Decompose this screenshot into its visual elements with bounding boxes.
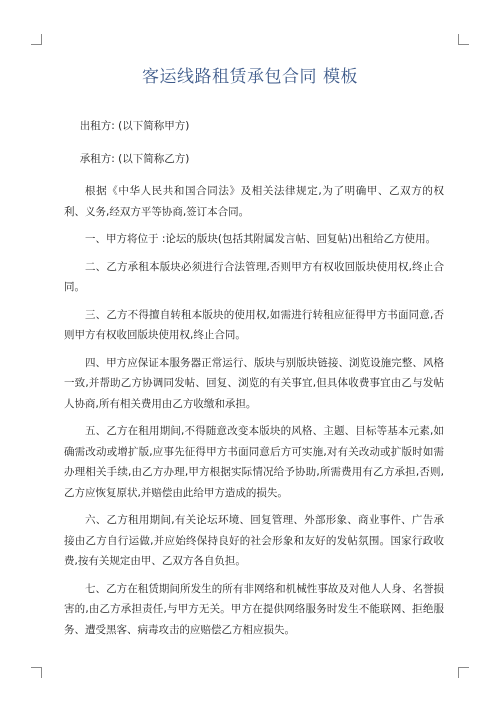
paragraph-clause-4: 四、甲方应保证本服务器正常运行、版块与别版块链接、浏览设施完整、风格一致,并帮助乙方协调同发帖、回复、浏览的有关事宜,但具体收费事宜由乙与发帖人协商,所有相关费用由乙方收缴和承担。 bbox=[64, 356, 444, 410]
paragraph-clause-1: 一、甲方将位于 :论坛的版块(包括其附属发言帖、回复帖)出租给乙方使用。 bbox=[85, 233, 437, 245]
crop-mark-top-right bbox=[458, 34, 469, 45]
party-lessee: 承租方: (以下简称乙方) bbox=[79, 152, 190, 165]
crop-mark-bottom-left bbox=[31, 667, 42, 678]
paragraph-clause-6: 六、乙方租用期间,有关论坛环境、回复管理、外部形象、商业事件、广告承接由乙方自行运做,并应始终保持良好的社会形象和友好的发帖氛围。国家行政收费,按有关规定由甲、乙双方各自负担。 bbox=[64, 514, 444, 567]
document-title: 客运线路租赁承包合同 模板 bbox=[142, 67, 358, 87]
crop-mark-top-left bbox=[31, 34, 42, 45]
paragraph-clause-7: 七、乙方在租赁期间所发生的所有非网络和机械性事故及对他人人身、名誉损害的,由乙方承担责任,与甲方无关。甲方在提供网络服务时发生不能联网、拒绝服务、遭受黑客、病毒攻击的应赔偿乙方相应损失。 bbox=[64, 582, 444, 636]
crop-mark-bottom-right bbox=[458, 667, 469, 678]
paragraph-clause-3: 三、乙方不得擅自转租本版块的使用权,如需进行转租应征得甲方书面同意,否则甲方有权收回版块使用权,终止合同。 bbox=[64, 308, 444, 341]
party-lessor: 出租方: (以下简称甲方) bbox=[79, 120, 190, 132]
document-body bbox=[64, 116, 444, 647]
paragraph-preamble: 根据《中华人民共和国合同法》及相关法律规定,为了明确甲、乙双方的权利、义务,经双方平等协商,签订本合同。 bbox=[64, 185, 444, 218]
paragraph-clause-2: 二、乙方承租本版块必须进行合法管理,否则甲方有权收回版块使用权,终止合同。 bbox=[64, 260, 444, 293]
paragraph-clause-5: 五、乙方在租用期间,不得随意改变本版块的风格、主题、目标等基本元素,如确需改动或增扩版,应事先征得甲方书面同意后方可实施,对有关改动或扩版时如需办理相关手续,由乙方办理,甲方根据实际情况给予协助,所需费用有乙方承担,否则,乙方应恢复原状,并赔偿由此给甲方造成的损失。 bbox=[64, 425, 444, 499]
